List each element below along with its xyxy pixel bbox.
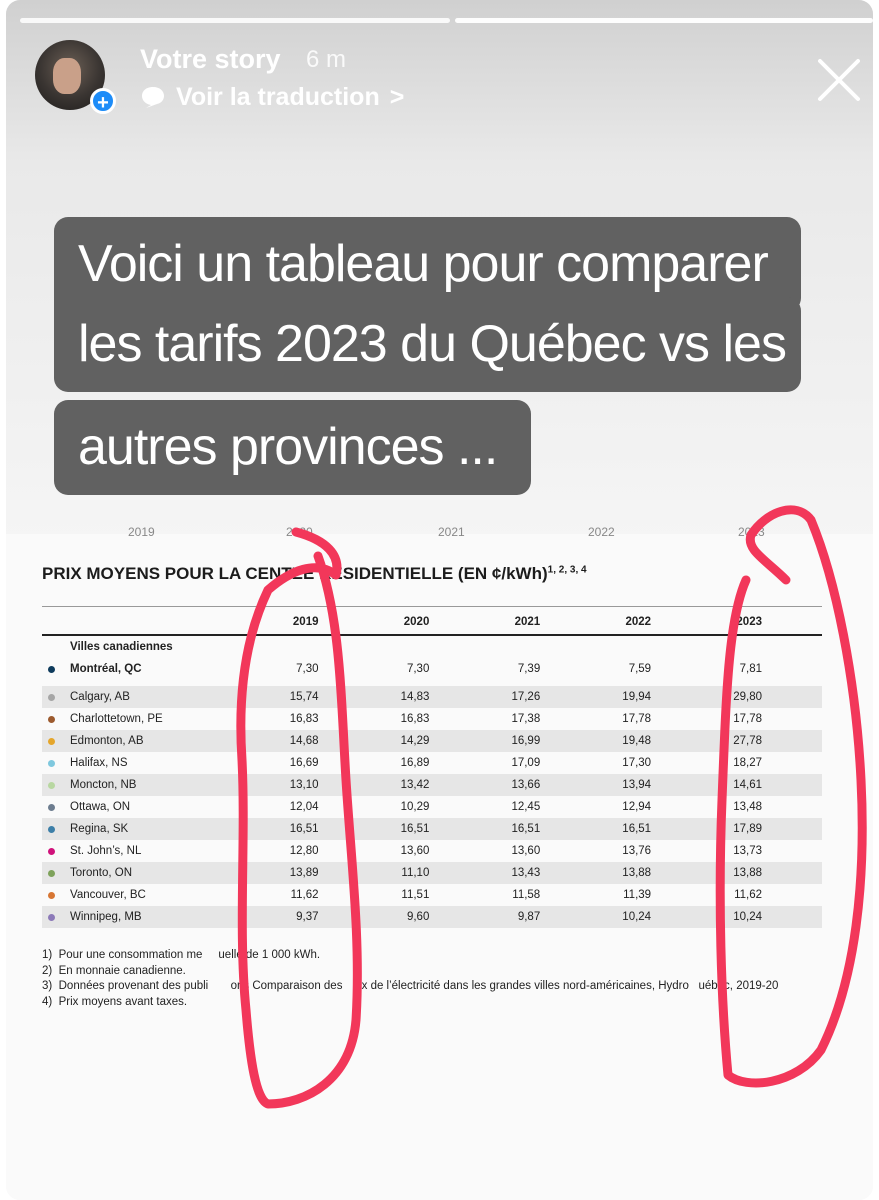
legend-dot-icon [48, 694, 55, 701]
price-cell: 10,29 [400, 801, 430, 813]
table-page [6, 525, 873, 1200]
ghost-year: 2022 [588, 525, 615, 539]
table-row [42, 818, 822, 840]
city-name: St. John’s, NL [70, 845, 142, 857]
price-cell: 7,39 [517, 663, 541, 675]
price-cell: 13,60 [400, 845, 430, 857]
price-cell: 17,78 [733, 713, 762, 725]
caption-line-2: les tarifs 2023 du Québec vs les [54, 297, 801, 392]
table-title-start: PRIX MOYENS POUR LA C [42, 564, 258, 583]
story-username[interactable]: Votre story [140, 44, 281, 74]
table-row [42, 796, 822, 818]
city-cell [42, 884, 268, 906]
table-title-end: E RÉSIDENTIELLE (EN ¢/kWh) [303, 564, 548, 583]
footnote: 2) En monnaie canadienne. [42, 964, 186, 977]
price-cell: 27,78 [711, 730, 822, 752]
footnote: 4) Prix moyens avant taxes. [42, 995, 188, 1008]
price-cell: 13,48 [733, 801, 762, 813]
price-cell: 7,81 [739, 663, 762, 675]
legend-dot-icon [48, 826, 55, 833]
price-cell: 19,48 [600, 730, 711, 752]
footnotes [42, 948, 778, 1010]
table-row [42, 774, 822, 796]
price-cell: 12,94 [622, 801, 652, 813]
price-cell: 17,09 [511, 757, 541, 769]
city-name: Charlottetown, PE [70, 713, 163, 725]
close-x-icon[interactable] [814, 55, 864, 105]
legend-dot-icon [48, 738, 55, 745]
column-header-2019: 2019 [268, 607, 379, 636]
legend-dot-icon [48, 848, 55, 855]
price-cell: 16,51 [268, 818, 379, 840]
table-header-row [42, 607, 822, 636]
legend-dot-icon [48, 760, 55, 767]
table-row [42, 906, 822, 928]
price-cell: 14,68 [268, 730, 379, 752]
price-cell: 16,51 [379, 818, 490, 840]
price-cell: 13,88 [711, 862, 822, 884]
city-name: Edmonton, AB [70, 735, 144, 747]
table-row [42, 884, 822, 906]
price-cell: 16,83 [400, 713, 430, 725]
city-name: Halifax, NS [70, 757, 128, 769]
ghost-year: 2021 [438, 525, 465, 539]
price-cell: 13,89 [268, 862, 379, 884]
table-row [42, 840, 822, 862]
price-cell: 10,24 [711, 906, 822, 928]
city-name: Regina, SK [70, 823, 129, 835]
caption-line-3: autres provinces ... [54, 400, 531, 495]
table-title-sup: 1, 2, 3, 4 [547, 564, 587, 576]
city-cell [42, 774, 268, 796]
price-cell: 14,29 [379, 730, 490, 752]
table-row [42, 708, 822, 730]
legend-dot-icon [48, 804, 55, 811]
table-row [42, 686, 822, 708]
price-cell: 17,26 [489, 686, 600, 708]
price-cell: 13,76 [622, 845, 652, 857]
column-header-2022: 2022 [600, 607, 711, 636]
table-row [42, 752, 822, 774]
add-story-plus-icon[interactable]: + [90, 88, 116, 114]
ghost-year: 2020 [286, 525, 313, 539]
price-table [42, 606, 822, 928]
price-cell: 9,37 [268, 906, 379, 928]
city-name: Winnipeg, MB [70, 911, 142, 923]
city-cell [42, 862, 268, 884]
price-cell: 11,39 [623, 889, 652, 901]
column-header-2021: 2021 [489, 607, 600, 636]
price-cell: 11,51 [401, 889, 430, 901]
avatar-face [53, 58, 81, 94]
price-cell: 16,99 [489, 730, 600, 752]
column-header-2023: 2023 [711, 607, 822, 636]
price-cell: 12,04 [289, 801, 319, 813]
price-cell: 16,83 [289, 713, 319, 725]
ghost-year: 2023 [738, 525, 765, 539]
city-name: Ottawa, ON [70, 801, 131, 813]
story-progress-bar-2 [455, 18, 873, 23]
city-cell [42, 840, 268, 862]
price-cell: 17,30 [622, 757, 652, 769]
price-cell: 13,66 [489, 774, 600, 796]
footnote: 1) Pour une consommation me uelle de 1 000 kWh. [42, 949, 321, 961]
price-cell: 14,61 [711, 774, 822, 796]
price-cell: 16,51 [600, 818, 711, 840]
price-cell: 14,83 [379, 686, 490, 708]
caption-line-1: Voici un tableau pour comparer [54, 217, 801, 312]
city-name: Calgary, AB [70, 691, 130, 703]
table-title-middle: ENTE [257, 564, 304, 583]
city-cell [42, 686, 268, 708]
price-cell: 13,43 [489, 862, 600, 884]
chevron-right-icon: > [389, 82, 405, 111]
price-cell: 13,73 [733, 845, 762, 857]
legend-dot-icon [48, 666, 55, 673]
column-header-2020: 2020 [379, 607, 490, 636]
price-cell: 13,88 [600, 862, 711, 884]
city-name: Moncton, NB [70, 779, 137, 791]
price-cell: 11,62 [290, 889, 319, 901]
table-title [42, 564, 587, 584]
price-cell: 10,24 [600, 906, 711, 928]
footnote: 3) Données provenant des publi ons Comparaison des x de l’électricité dans les grandes villes nord-américaines, Hydro uébec, 2019-20 [42, 980, 779, 992]
city-cell [42, 730, 268, 752]
price-cell: 7,30 [406, 663, 430, 675]
price-cell: 16,51 [489, 818, 600, 840]
price-cell: 17,89 [711, 818, 822, 840]
city-name: Montréal, QC [70, 663, 142, 675]
legend-dot-icon [48, 914, 55, 921]
price-cell: 11,62 [734, 889, 762, 901]
table-row [42, 658, 822, 680]
section-label: Villes canadiennes [70, 641, 173, 653]
story-frame [6, 0, 873, 1200]
section-row [42, 635, 822, 658]
legend-dot-icon [48, 892, 55, 899]
price-cell: 12,80 [289, 845, 319, 857]
table-body [42, 635, 822, 928]
price-cell: 12,45 [511, 801, 541, 813]
city-cell [42, 818, 268, 840]
price-cell: 9,60 [379, 906, 490, 928]
legend-dot-icon [48, 782, 55, 789]
story-progress-bar-1 [20, 18, 450, 23]
price-cell: 17,38 [511, 713, 541, 725]
price-cell: 7,59 [628, 663, 652, 675]
price-cell: 11,10 [379, 862, 490, 884]
price-cell: 15,74 [268, 686, 379, 708]
column-header [42, 607, 268, 636]
table-row [42, 862, 822, 884]
city-cell [42, 752, 268, 774]
translate-link[interactable] [140, 80, 404, 114]
price-cell: 13,42 [379, 774, 490, 796]
price-cell: 16,69 [289, 757, 319, 769]
city-cell [42, 906, 268, 928]
price-cell: 19,94 [600, 686, 711, 708]
story-age: 6 m [306, 46, 347, 73]
price-cell: 16,89 [400, 757, 430, 769]
table-row [42, 730, 822, 752]
price-cell: 7,30 [296, 663, 319, 675]
city-name: Vancouver, BC [70, 889, 146, 901]
speech-bubble-icon [140, 85, 166, 109]
city-cell [42, 708, 268, 730]
price-cell: 13,60 [511, 845, 541, 857]
legend-dot-icon [48, 716, 55, 723]
city-cell [42, 658, 268, 680]
price-cell: 13,94 [600, 774, 711, 796]
price-cell: 18,27 [733, 757, 762, 769]
ghost-year: 2019 [128, 525, 155, 539]
price-cell: 11,58 [512, 889, 541, 901]
translate-label: Voir la traduction [176, 82, 380, 111]
price-cell: 29,80 [711, 686, 822, 708]
city-cell [42, 796, 268, 818]
city-name: Toronto, ON [70, 867, 132, 879]
price-cell: 17,78 [622, 713, 652, 725]
legend-dot-icon [48, 870, 55, 877]
price-cell: 9,87 [489, 906, 600, 928]
price-cell: 13,10 [268, 774, 379, 796]
